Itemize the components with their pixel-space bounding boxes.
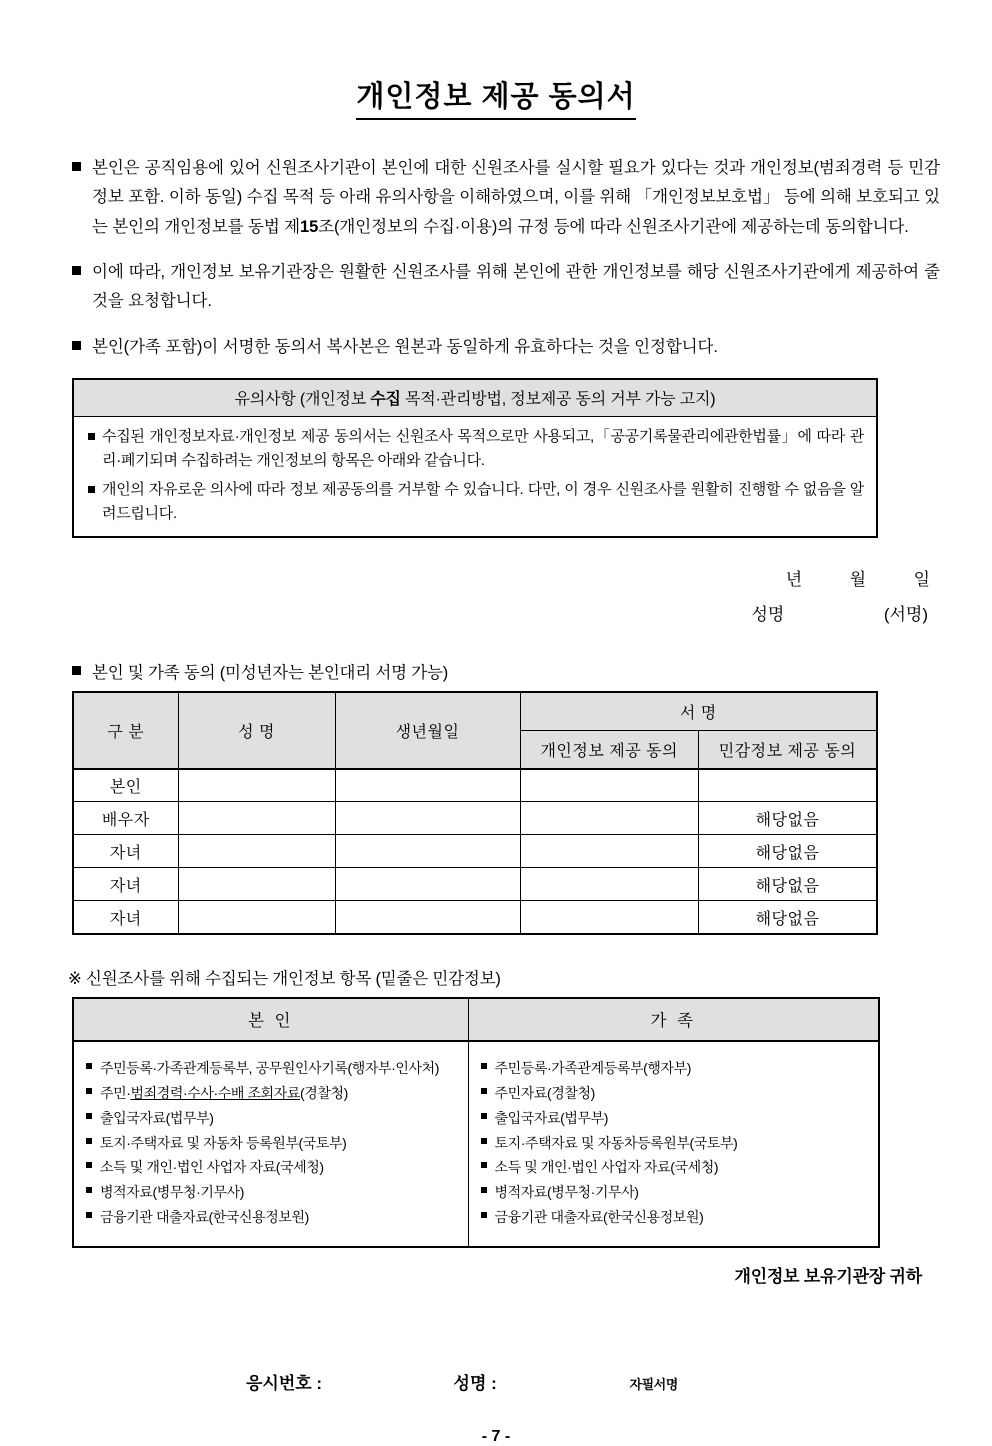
day-label: 일 xyxy=(913,570,930,590)
item-text-pre: 소득 및 개인·법인 사업자 자료(국세청) xyxy=(494,1159,719,1176)
table-row xyxy=(73,802,877,835)
paragraph-3-text: 본인(가족 포함)이 서명한 동의서 복사본은 원본과 동일하게 유효하다는 것을 인정합니다. xyxy=(92,337,718,356)
cell-birthdate[interactable] xyxy=(335,835,520,868)
items-table-body xyxy=(73,1041,879,1247)
header-signature-sensitive: 민감정보 제공 동의 xyxy=(699,730,878,769)
cell-name[interactable] xyxy=(178,802,335,835)
page-title xyxy=(0,0,992,120)
item-text-pre: 금융기관 대출자료(한국신용정보원) xyxy=(494,1209,704,1226)
cell-sig-personal[interactable] xyxy=(520,868,699,901)
paragraph-1-post: 조(개인정보의 수집·이용)의 규정 등에 따라 신원조사기관에 제공하는데 동의합니다. xyxy=(318,217,909,236)
exam-number-label: 응시번호 : xyxy=(246,1374,323,1394)
paragraph-3 xyxy=(72,333,940,362)
header-signature-group: 서 명 xyxy=(520,692,877,731)
list-item xyxy=(86,1106,458,1131)
cell-name[interactable] xyxy=(178,835,335,868)
cell-category: 자녀 xyxy=(73,901,178,934)
consent-table-body xyxy=(73,769,877,934)
item-text-pre: 주민자료(경찰청) xyxy=(494,1084,595,1101)
item-text-underline: 범죄경력·수사·수배 조회자료 xyxy=(130,1084,301,1101)
list-item xyxy=(86,1131,458,1156)
cell-name[interactable] xyxy=(178,769,335,802)
signature-line xyxy=(0,599,930,631)
intro-paragraph-list xyxy=(0,154,992,362)
date-signature-block xyxy=(0,564,992,631)
cell-sig-sensitive: 해당없음 xyxy=(699,868,878,901)
consent-header-row-1 xyxy=(73,692,877,731)
cell-family-items xyxy=(468,1041,879,1247)
cell-sig-sensitive: 해당없음 xyxy=(699,901,878,934)
notice-item: 개인의 자유로운 의사에 따라 정보 제공동의를 거부할 수 있습니다. 다만, 이 경우 신원조사를 원활히 진행할 수 없음을 알려드립니다. xyxy=(86,478,864,527)
handwritten-signature-label: 자필서명 xyxy=(629,1377,678,1393)
paragraph-2-text: 이에 따라, 개인정보 보유기관장은 원활한 신원조사를 위해 본인에 관한 개인정보를 해당 신원조사기관에게 제공하여 줄 것을 요청합니다. xyxy=(92,262,940,311)
header-family: 가 족 xyxy=(468,998,879,1041)
consent-table xyxy=(72,691,878,935)
table-row xyxy=(73,835,877,868)
cell-sig-personal[interactable] xyxy=(520,802,699,835)
list-item xyxy=(481,1106,869,1131)
cell-category: 본인 xyxy=(73,769,178,802)
header-name: 성 명 xyxy=(178,692,335,769)
list-item xyxy=(86,1155,458,1180)
notice-heading-bold: 수집 xyxy=(370,391,401,409)
cell-sig-sensitive[interactable] xyxy=(699,769,878,802)
cell-sig-personal[interactable] xyxy=(520,769,699,802)
paragraph-2 xyxy=(72,258,940,317)
paragraph-1-pre: 본인은 공직임용에 있어 신원조사기관이 본인에 대한 신원조사를 실시할 필요가 있다는 것과 개인정보(범죄경력 등 민감정보 포함. 이하 동일) 수집 목적 등 아래 유의사항을 이해하였으며, 이를 위해 「개인정보보호법」 등에 의해 보호되고 있는 본인의 개인정보를 동법 제 xyxy=(92,158,940,236)
notice-box-body xyxy=(74,417,876,536)
list-item xyxy=(481,1205,869,1230)
year-label: 년 xyxy=(785,570,803,590)
page-number: - 7 - xyxy=(481,1428,511,1446)
header-self: 본 인 xyxy=(73,998,468,1041)
cell-sig-sensitive: 해당없음 xyxy=(699,835,878,868)
item-text-pre: 병적자료(병무청·기무사) xyxy=(494,1184,639,1201)
item-text-pre: 출입국자료(법무부) xyxy=(100,1109,214,1126)
notice-item: 수집된 개인정보자료·개인정보 제공 동의서는 신원조사 목적으로만 사용되고,「공공기록물관리에관한법률」에 따라 관리·폐기되며 수집하려는 개인정보의 항목은 아래와 같습니다. xyxy=(86,425,864,474)
list-item xyxy=(481,1081,869,1106)
cell-sig-personal[interactable] xyxy=(520,901,699,934)
cell-birthdate[interactable] xyxy=(335,769,520,802)
consent-table-head xyxy=(73,692,877,769)
paragraph-1-bold: 15 xyxy=(300,217,319,236)
list-item xyxy=(86,1081,458,1106)
recipient-line: 개인정보 보유기관장 귀하 xyxy=(734,1267,922,1287)
cell-self-items xyxy=(73,1041,468,1247)
collected-items-table xyxy=(72,997,880,1248)
items-table-head xyxy=(73,998,879,1041)
list-item xyxy=(481,1180,869,1205)
table-row xyxy=(73,901,877,934)
cell-category: 자녀 xyxy=(73,835,178,868)
cell-birthdate[interactable] xyxy=(335,868,520,901)
month-label: 월 xyxy=(849,570,867,590)
item-text-pre: 병적자료(병무청·기무사) xyxy=(100,1184,245,1201)
name-label: 성명 xyxy=(751,604,785,624)
cell-birthdate[interactable] xyxy=(335,901,520,934)
cell-category: 자녀 xyxy=(73,868,178,901)
cell-name[interactable] xyxy=(178,901,335,934)
cell-sig-sensitive: 해당없음 xyxy=(699,802,878,835)
item-text-pre: 토지·주택자료 및 자동차등록원부(국토부) xyxy=(494,1134,738,1151)
cell-sig-personal[interactable] xyxy=(520,835,699,868)
items-section-heading: ※ 신원조사를 위해 수집되는 개인정보 항목 (밑줄은 민감정보) xyxy=(68,969,501,988)
notice-heading-pre: 유의사항 (개인정보 xyxy=(234,391,371,409)
notice-box xyxy=(72,378,878,538)
header-signature-personal: 개인정보 제공 동의 xyxy=(520,730,699,769)
table-row xyxy=(73,769,877,802)
bottom-fields xyxy=(0,1369,992,1394)
cell-name[interactable] xyxy=(178,868,335,901)
item-text-post: (경찰청) xyxy=(300,1084,348,1101)
signature-label: (서명) xyxy=(883,604,928,624)
item-text-pre: 주민등록·가족관계등록부, 공무원인사기록(행자부·인사처) xyxy=(100,1059,440,1076)
consent-section-heading: 본인 및 가족 동의 (미성년자는 본인대리 서명 가능) xyxy=(72,659,992,683)
paragraph-1 xyxy=(72,154,940,242)
list-item xyxy=(481,1155,869,1180)
item-text-pre: 주민등록·가족관계등록부(행자부) xyxy=(494,1059,692,1076)
notice-heading-post: 목적·관리방법, 정보제공 동의 거부 가능 고지) xyxy=(400,391,716,409)
item-text-pre: 토지·주택자료 및 자동차 등록원부(국토부) xyxy=(100,1134,347,1151)
name-field-label: 성명 : xyxy=(453,1374,497,1394)
list-item xyxy=(86,1056,458,1081)
date-line xyxy=(0,564,930,596)
cell-category: 배우자 xyxy=(73,802,178,835)
notice-box-heading xyxy=(74,380,876,417)
cell-birthdate[interactable] xyxy=(335,802,520,835)
header-birthdate: 생년월일 xyxy=(335,692,520,769)
item-text-pre: 소득 및 개인·법인 사업자 자료(국세청) xyxy=(100,1159,324,1176)
page-title-text: 개인정보 제공 동의서 xyxy=(356,82,635,120)
list-item xyxy=(481,1056,869,1081)
list-item xyxy=(481,1131,869,1156)
table-row xyxy=(73,868,877,901)
item-text-pre: 출입국자료(법무부) xyxy=(494,1109,609,1126)
table-row xyxy=(73,1041,879,1247)
item-text-pre: 주민· xyxy=(100,1084,131,1101)
header-category: 구 분 xyxy=(73,692,178,769)
list-item xyxy=(86,1205,458,1230)
list-item xyxy=(86,1180,458,1205)
item-text-pre: 금융기관 대출자료(한국신용정보원) xyxy=(100,1209,309,1226)
items-header-row xyxy=(73,998,879,1041)
